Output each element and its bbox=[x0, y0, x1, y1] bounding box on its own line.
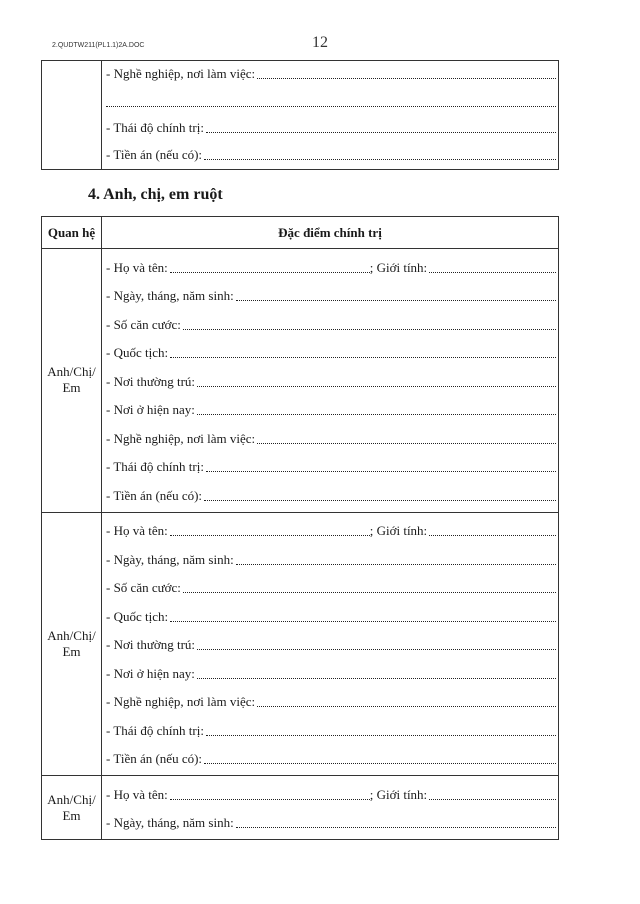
field-name-gender: - Họ và tên: ; Giới tính: bbox=[102, 253, 558, 282]
continuation-fields bbox=[102, 61, 559, 170]
sibling-row bbox=[42, 776, 559, 840]
field-criminal-record: - Tiền án (nếu có): bbox=[102, 142, 558, 169]
column-header-details: Đặc điểm chính trị bbox=[102, 217, 559, 249]
field-political-attitude: - Thái độ chính trị: bbox=[102, 716, 558, 745]
field-criminal-record: - Tiền án (nếu có): bbox=[102, 481, 558, 510]
field-dob: - Ngày, tháng, năm sinh: bbox=[102, 282, 558, 311]
field-occupation: - Nghề nghiệp, nơi làm việc: bbox=[102, 424, 558, 453]
relation-cell: Anh/Chị/ Em bbox=[42, 249, 102, 513]
field-occupation-continued bbox=[102, 88, 558, 116]
sibling-row bbox=[42, 249, 559, 513]
field-id-number: - Số căn cước: bbox=[102, 310, 558, 339]
field-current-residence: - Nơi ở hiện nay: bbox=[102, 396, 558, 425]
sibling-details bbox=[102, 512, 559, 776]
relation-cell: Anh/Chị/ Em bbox=[42, 512, 102, 776]
field-id-number: - Số căn cước: bbox=[102, 574, 558, 603]
field-name-gender: - Họ và tên: ; Giới tính: bbox=[102, 780, 558, 809]
field-name-gender: - Họ và tên: ; Giới tính: bbox=[102, 517, 558, 546]
section-heading: 4. Anh, chị, em ruột bbox=[88, 186, 223, 203]
sibling-details bbox=[102, 249, 559, 513]
continuation-table bbox=[41, 60, 559, 170]
field-occupation: - Nghề nghiệp, nơi làm việc: bbox=[102, 688, 558, 717]
table-header-row bbox=[42, 217, 559, 249]
field-nationality: - Quốc tịch: bbox=[102, 339, 558, 368]
sibling-row bbox=[42, 512, 559, 776]
field-nationality: - Quốc tịch: bbox=[102, 602, 558, 631]
field-current-residence: - Nơi ở hiện nay: bbox=[102, 659, 558, 688]
page-number: 12 bbox=[312, 34, 328, 51]
field-dob: - Ngày, tháng, năm sinh: bbox=[102, 809, 558, 838]
column-header-relation: Quan hệ bbox=[42, 217, 102, 249]
doc-code: 2.QUDTW211(PL1.1)2A.DOC bbox=[52, 42, 145, 49]
field-political-attitude: - Thái độ chính trị: bbox=[102, 453, 558, 482]
field-political-attitude: - Thái độ chính trị: bbox=[102, 116, 558, 142]
continuation-relation-cell bbox=[42, 61, 102, 170]
field-permanent-residence: - Nơi thường trú: bbox=[102, 367, 558, 396]
field-occupation: - Nghề nghiệp, nơi làm việc: bbox=[102, 61, 558, 88]
field-dob: - Ngày, tháng, năm sinh: bbox=[102, 545, 558, 574]
field-permanent-residence: - Nơi thường trú: bbox=[102, 631, 558, 660]
continuation-row bbox=[42, 61, 559, 170]
relation-cell: Anh/Chị/ Em bbox=[42, 776, 102, 840]
sibling-details bbox=[102, 776, 559, 840]
field-criminal-record: - Tiền án (nếu có): bbox=[102, 745, 558, 774]
siblings-table bbox=[41, 216, 559, 840]
